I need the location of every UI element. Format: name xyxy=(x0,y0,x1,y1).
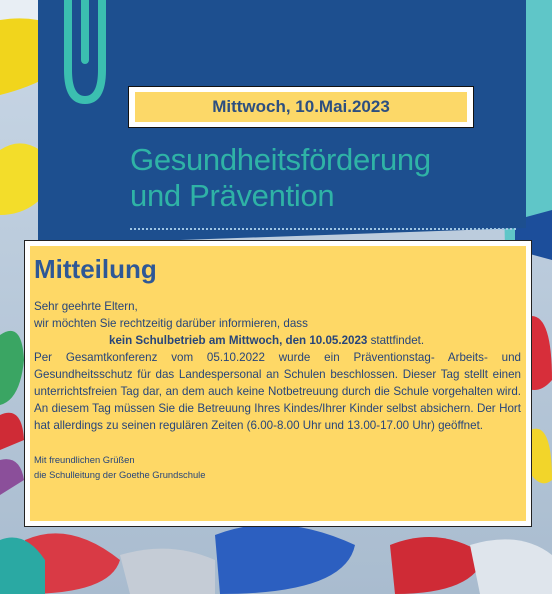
headline-line-2: und Prävention xyxy=(130,178,335,213)
notice-body: Per Gesamtkonferenz vom 05.10.2022 wurde ein Präventionstag- Arbeits- und Gesundheitsschutz für das Landespersonal an Schulen beschlossen. Dieser Tag stellt einen unterrichtsfreien Tag dar, an dem auch keine Notbetreuung durch die Schule vorgehalten wird. An diesem Tag müssen Sie die Betreuung Ihres Kindes/Ihrer Kinder selbst absichern. Der Hort hat allerdings zu seinen regulären Zeiten (6.00-8.00 Uhr und 13.00-17.00 Uhr) geöffnet. xyxy=(34,351,521,432)
logo-icon xyxy=(60,0,110,110)
umbrella-white-bottom-right xyxy=(470,539,552,594)
dotted-divider xyxy=(130,228,516,230)
headline-line-1: Gesundheitsförderung xyxy=(130,142,431,177)
notice-highlight-bold: kein Schulbetrieb am Mittwoch, den 10.05.2023 xyxy=(109,334,368,347)
notice-closing-line-2: die Schulleitung der Goethe Grundschule xyxy=(34,469,206,480)
poster-headline xyxy=(130,142,530,214)
umbrella-grey-bottom-mid xyxy=(120,549,215,594)
date-banner xyxy=(128,86,474,128)
notice-highlight-rest: stattfindet. xyxy=(367,334,425,347)
notice-intro: wir möchten Sie rechtzeitig darüber informieren, dass xyxy=(34,317,308,330)
date-text: Mittwoch, 10.Mai.2023 xyxy=(135,92,467,122)
notice-content xyxy=(30,246,526,521)
notice-highlight xyxy=(34,332,521,349)
notice-closing-line-1: Mit freundlichen Grüßen xyxy=(34,454,135,465)
notice-greeting: Sehr geehrte Eltern, xyxy=(34,300,138,313)
notice-box xyxy=(24,240,532,527)
notice-title: Mitteilung xyxy=(34,254,157,284)
